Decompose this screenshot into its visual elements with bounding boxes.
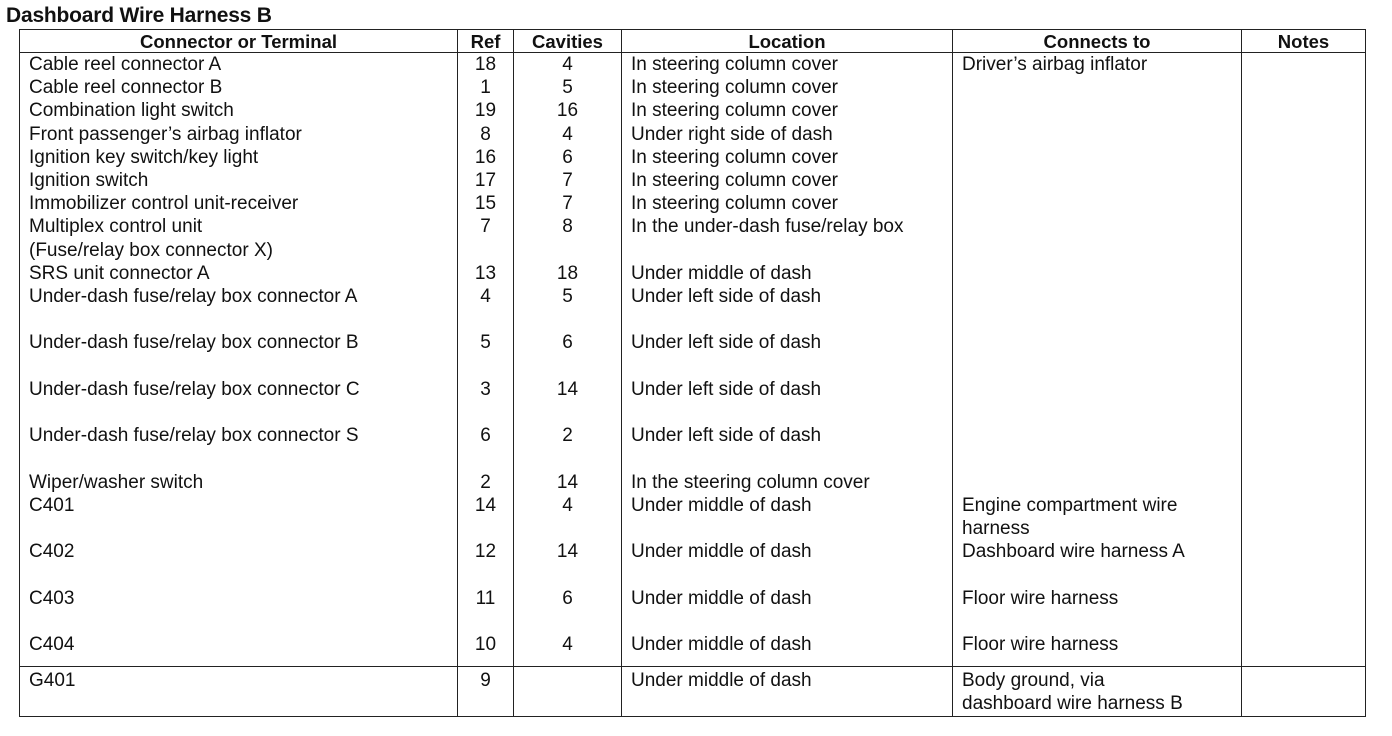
cell-notes: [1242, 494, 1366, 540]
cell-ref: 12: [458, 540, 514, 586]
cell-notes: [1242, 76, 1366, 99]
cell-connects-to: Floor wire harness: [953, 633, 1242, 667]
header-notes: Notes: [1242, 30, 1366, 53]
cell-location: Under left side of dash: [622, 424, 953, 470]
cell-connects-to: [953, 667, 1242, 716]
cell-connects-to: [953, 123, 1242, 146]
cell-cavities: 7: [514, 169, 622, 192]
cell-cavities: 4: [514, 633, 622, 667]
cell-cavities: 14: [514, 378, 622, 424]
cell-connector: Under-dash fuse/relay box connector B: [20, 331, 458, 377]
cell-location: Under middle of dash: [622, 587, 953, 633]
cell-location: Under middle of dash: [622, 540, 953, 586]
cell-notes: [1242, 99, 1366, 122]
cell-notes: [1242, 540, 1366, 586]
cell-location: In the steering column cover: [622, 471, 953, 494]
cell-cavities: 4: [514, 123, 622, 146]
cell-location: In steering column cover: [622, 99, 953, 122]
cell-location: Under right side of dash: [622, 123, 953, 146]
cell-ref: 16: [458, 146, 514, 169]
header-location: Location: [622, 30, 953, 53]
cell-cavities: 6: [514, 587, 622, 633]
cell-cavities: 4: [514, 53, 622, 77]
table-row: [20, 192, 1366, 215]
cell-connector: Wiper/washer switch: [20, 471, 458, 494]
cell-connector: Immobilizer control unit-receiver: [20, 192, 458, 215]
cell-connects-to: [953, 169, 1242, 192]
cell-location: Under middle of dash: [622, 494, 953, 540]
cell-connector: C401: [20, 494, 458, 540]
cell-cavities: 8: [514, 215, 622, 261]
cell-connects-to: [953, 76, 1242, 99]
table-row: [20, 215, 1366, 261]
cell-notes: [1242, 215, 1366, 261]
cell-location: Under left side of dash: [622, 331, 953, 377]
cell-notes: [1242, 587, 1366, 633]
cell-connector: C402: [20, 540, 458, 586]
cell-location: Under left side of dash: [622, 285, 953, 331]
cell-connects-to: [953, 494, 1242, 540]
cell-ref: 11: [458, 587, 514, 633]
cell-ref: 17: [458, 169, 514, 192]
cell-connects-to: Floor wire harness: [953, 587, 1242, 633]
cell-ref: 3: [458, 378, 514, 424]
table-row: [20, 471, 1366, 494]
table-row: [20, 285, 1366, 331]
cell-connects-to-line2: dashboard wire harness B: [962, 693, 1183, 715]
cell-location: In steering column cover: [622, 169, 953, 192]
cell-ref: 7: [458, 215, 514, 261]
table-row: [20, 667, 1366, 716]
cell-cavities: 14: [514, 471, 622, 494]
table-row: [20, 146, 1366, 169]
cell-ref: 14: [458, 494, 514, 540]
page-title: Dashboard Wire Harness B: [6, 4, 272, 27]
cell-connector: G401: [20, 667, 458, 716]
header-connector: Connector or Terminal: [20, 30, 458, 53]
cell-location: Under middle of dash: [622, 262, 953, 285]
cell-cavities: 6: [514, 331, 622, 377]
cell-notes: [1242, 667, 1366, 716]
cell-connector: Cable reel connector B: [20, 76, 458, 99]
cell-connects-to: [953, 215, 1242, 261]
table-row: [20, 587, 1366, 633]
cell-connector: Under-dash fuse/relay box connector S: [20, 424, 458, 470]
table-row: [20, 262, 1366, 285]
cell-notes: [1242, 123, 1366, 146]
cell-location: Under middle of dash: [622, 667, 953, 716]
table-row: [20, 378, 1366, 424]
table-row: [20, 331, 1366, 377]
cell-connects-to: Driver’s airbag inflator: [953, 53, 1242, 77]
cell-connects-to: [953, 331, 1242, 377]
cell-ref: 4: [458, 285, 514, 331]
cell-connector: SRS unit connector A: [20, 262, 458, 285]
cell-notes: [1242, 285, 1366, 331]
cell-connector: Cable reel connector A: [20, 53, 458, 77]
cell-connector: Front passenger’s airbag inflator: [20, 123, 458, 146]
cell-connects-to: [953, 192, 1242, 215]
cell-ref: 2: [458, 471, 514, 494]
cell-notes: [1242, 262, 1366, 285]
cell-connector-line2: (Fuse/relay box connector X): [29, 239, 273, 261]
cell-notes: [1242, 169, 1366, 192]
cell-notes: [1242, 192, 1366, 215]
cell-connects-to: Dashboard wire harness A: [953, 540, 1242, 586]
cell-location: Under middle of dash: [622, 633, 953, 667]
cell-cavities: 7: [514, 192, 622, 215]
table-header-row: [20, 30, 1366, 53]
cell-cavities: 18: [514, 262, 622, 285]
cell-location: In steering column cover: [622, 192, 953, 215]
cell-cavities: 14: [514, 540, 622, 586]
cell-ref: 6: [458, 424, 514, 470]
harness-table: [19, 29, 1366, 717]
cell-connects-to: [953, 146, 1242, 169]
cell-notes: [1242, 146, 1366, 169]
table-row: [20, 99, 1366, 122]
cell-cavities: [514, 667, 622, 716]
cell-ref: 18: [458, 53, 514, 77]
cell-ref: 8: [458, 123, 514, 146]
cell-location: In steering column cover: [622, 53, 953, 77]
table-row: [20, 424, 1366, 470]
cell-connector-line1: Multiplex control unit: [29, 216, 203, 238]
cell-notes: [1242, 378, 1366, 424]
cell-connector: C403: [20, 587, 458, 633]
cell-connects-to: [953, 378, 1242, 424]
cell-ref: 13: [458, 262, 514, 285]
cell-connects-to-line2: harness: [962, 518, 1030, 539]
header-cavities: Cavities: [514, 30, 622, 53]
cell-ref: 19: [458, 99, 514, 122]
cell-connects-to: [953, 471, 1242, 494]
cell-ref: 5: [458, 331, 514, 377]
cell-notes: [1242, 424, 1366, 470]
cell-connector: Under-dash fuse/relay box connector C: [20, 378, 458, 424]
cell-connector: Combination light switch: [20, 99, 458, 122]
cell-connector: [20, 215, 458, 261]
cell-cavities: 5: [514, 76, 622, 99]
table-row: [20, 540, 1366, 586]
cell-notes: [1242, 471, 1366, 494]
cell-connects-to: [953, 262, 1242, 285]
cell-connects-to: [953, 424, 1242, 470]
cell-cavities: 16: [514, 99, 622, 122]
cell-cavities: 6: [514, 146, 622, 169]
table-row: [20, 494, 1366, 540]
cell-connector: Ignition switch: [20, 169, 458, 192]
cell-connects-to-line1: Engine compartment wire: [962, 494, 1178, 516]
cell-ref: 10: [458, 633, 514, 667]
table-row: [20, 53, 1366, 77]
cell-location: In steering column cover: [622, 76, 953, 99]
cell-location: Under left side of dash: [622, 378, 953, 424]
table-row: [20, 76, 1366, 99]
cell-notes: [1242, 331, 1366, 377]
table-row: [20, 123, 1366, 146]
header-connects-to: Connects to: [953, 30, 1242, 53]
cell-notes: [1242, 53, 1366, 77]
cell-notes: [1242, 633, 1366, 667]
cell-connects-to-line1: Body ground, via: [962, 670, 1105, 692]
cell-ref: 15: [458, 192, 514, 215]
cell-cavities: 5: [514, 285, 622, 331]
cell-location: In the under-dash fuse/relay box: [622, 215, 953, 261]
cell-connector: Ignition key switch/key light: [20, 146, 458, 169]
cell-ref: 9: [458, 667, 514, 716]
header-ref: Ref: [458, 30, 514, 53]
cell-location: In steering column cover: [622, 146, 953, 169]
cell-connects-to: [953, 99, 1242, 122]
cell-connector: C404: [20, 633, 458, 667]
cell-connector: Under-dash fuse/relay box connector A: [20, 285, 458, 331]
cell-cavities: 2: [514, 424, 622, 470]
table-row: [20, 633, 1366, 667]
cell-cavities: 4: [514, 494, 622, 540]
cell-connects-to: [953, 285, 1242, 331]
cell-ref: 1: [458, 76, 514, 99]
table-row: [20, 169, 1366, 192]
